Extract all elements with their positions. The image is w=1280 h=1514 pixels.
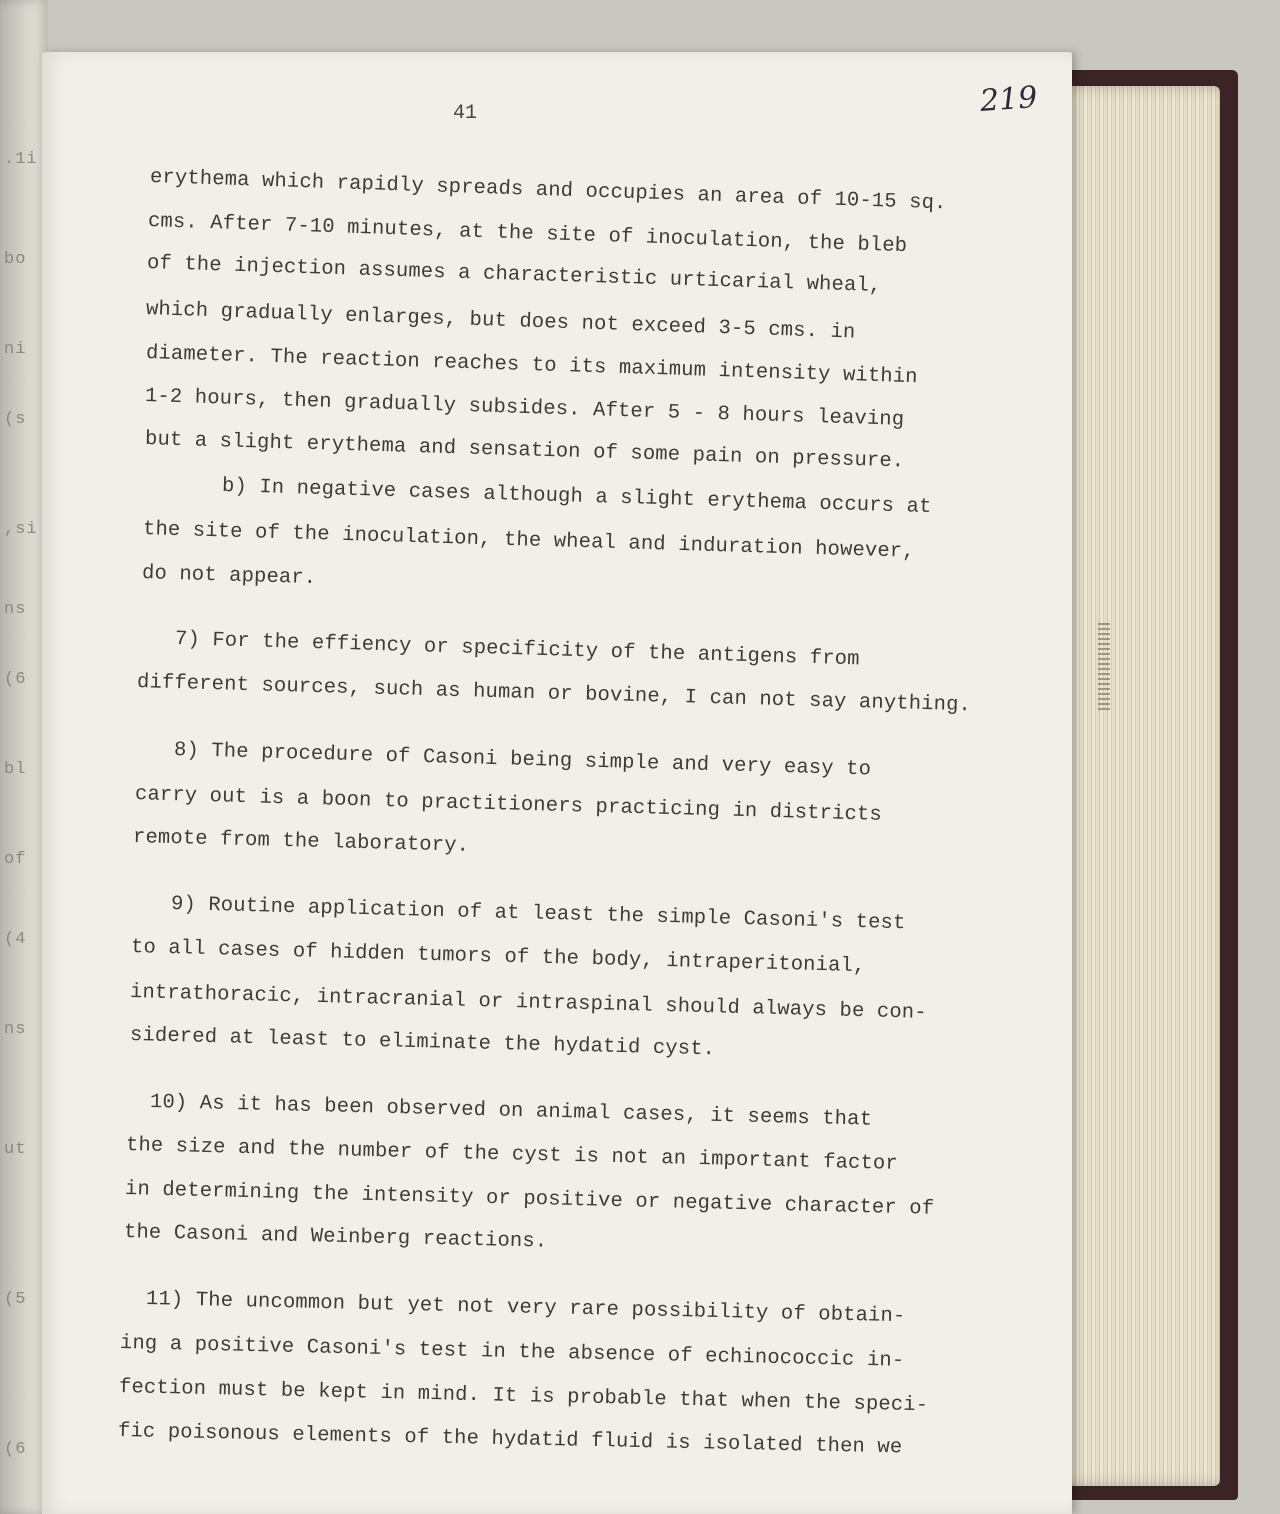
- text-line: of the injection assumes a characteristic urticarial wheal,: [146, 252, 882, 299]
- page-number: 41: [453, 102, 478, 125]
- text-line: different sources, such as human or bovine, I can not say anything.: [136, 671, 972, 718]
- bleed-fragment: ni: [4, 340, 27, 359]
- text-line: which gradually enlarges, but does not exceed 3-5 cms. in: [145, 298, 856, 345]
- bleed-fragment: bl: [4, 760, 27, 779]
- facing-page-edge: [0, 0, 48, 1514]
- bleed-fragment: of: [4, 850, 27, 869]
- page-edges: [1060, 86, 1220, 1486]
- text-line: remote from the laboratory.: [132, 826, 470, 858]
- handwritten-folio: 219: [978, 80, 1039, 119]
- text-line: 7) For the effiency or specificity of the antigens from: [174, 628, 860, 672]
- text-line: fic poisonous elements of the hydatid fluid is isolated then we: [117, 1420, 903, 1460]
- text-line: ing a positive Casoni's test in the absence of echinococcic in-: [119, 1332, 905, 1373]
- edge-stamp: [1098, 620, 1110, 710]
- bleed-fragment: (s: [4, 410, 27, 429]
- bleed-fragment: (4: [4, 930, 27, 949]
- bleed-fragment: .1i: [4, 150, 38, 169]
- text-line: do not appear.: [141, 562, 317, 591]
- bleed-fragment: (5: [4, 1290, 27, 1309]
- text-line: fection must be kept in mind. It is probable that when the speci-: [118, 1376, 929, 1418]
- bleed-fragment: ,si: [4, 520, 38, 539]
- bleed-fragment: bo: [4, 250, 27, 269]
- bleed-fragment: ns: [4, 600, 27, 619]
- text-line: the Casoni and Weinberg reactions.: [123, 1221, 548, 1254]
- text-line: 11) The uncommon but yet not very rare possibility of obtain-: [145, 1288, 906, 1329]
- text-line: 10) As it has been observed on animal cases, it seems that: [149, 1091, 873, 1132]
- bleed-fragment: ns: [4, 1020, 27, 1039]
- bleed-fragment: (6: [4, 1440, 27, 1459]
- text-line: the size and the number of the cyst is not an important factor: [125, 1134, 899, 1176]
- text-line: diameter. The reaction reaches to its maximum intensity within: [145, 342, 919, 390]
- text-line: but a slight erythema and sensation of some pain on pressure.: [144, 428, 905, 474]
- text-line: in determining the intensity or positive or negative character of: [124, 1178, 935, 1221]
- text-line: b) In negative cases although a slight erythema occurs at: [221, 475, 932, 520]
- text-line: carry out is a boon to practitioners practicing in districts: [134, 783, 883, 827]
- bleed-fragment: ut: [4, 1140, 27, 1159]
- text-line: erythema which rapidly spreads and occupies an area of 10-15 sq.: [149, 166, 947, 216]
- text-line: 9) Routine application of at least the simple Casoni's test: [170, 893, 906, 936]
- text-line: 1-2 hours, then gradually subsides. After 5 - 8 hours leaving: [144, 385, 905, 432]
- bleed-fragment: (6: [4, 670, 27, 689]
- text-line: sidered at least to eliminate the hydatid cyst.: [129, 1024, 716, 1062]
- text-line: intrathoracic, intracranial or intraspinal should always be con-: [129, 981, 927, 1025]
- text-line: the site of the inoculation, the wheal and induration however,: [142, 518, 916, 564]
- text-line: 8) The procedure of Casoni being simple and very easy to: [173, 739, 872, 782]
- text-line: to all cases of hidden tumors of the body, intraperitonial,: [130, 936, 866, 979]
- text-line: cms. After 7-10 minutes, at the site of inoculation, the bleb: [147, 210, 908, 259]
